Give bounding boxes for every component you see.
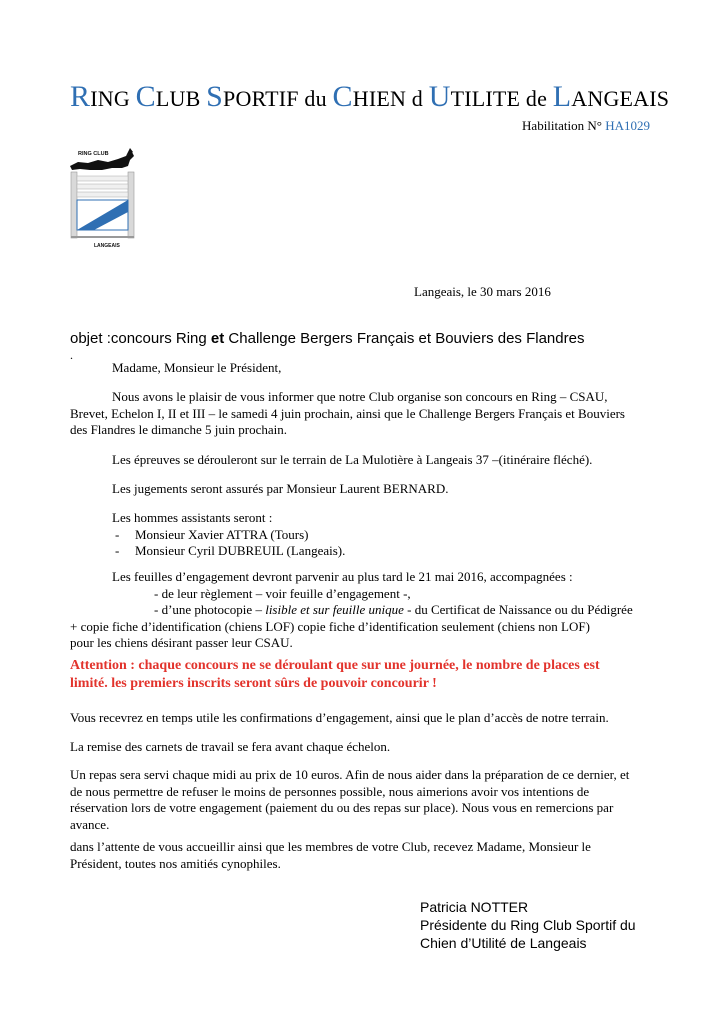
subject-bold: et [210,330,225,347]
title-word: ANGEAIS [571,86,670,111]
logo-bottom-text: LANGEAIS [94,243,120,249]
paragraph-line: avance. [70,816,110,832]
title-word: LUB [155,86,207,111]
warning-line: Attention : chaque concours ne se déroulant que sur une journée, le nombre de places est [70,658,600,673]
paragraph-line: Nous avons le plaisir de vous informer que notre Club organise son concours en Ring – CSAU, [112,389,608,404]
paragraph-judge: Les jugements seront assurés par Monsieur Laurent BERNARD. [112,481,449,496]
title-word: TILITE de [450,86,553,111]
title-initial: L [552,80,572,113]
paragraph-meal [70,767,629,833]
letter-subject [70,330,584,347]
paragraph-line: + copie fiche d’identification (chiens LOF) copie fiche d’identification seulement (chiens non LOF) [70,618,590,634]
title-word: PORTIF du [223,86,333,111]
logo-top-text: RING CLUB [78,151,109,157]
paragraph-workbooks: La remise des carnets de travail se fera avant chaque échelon. [70,739,391,754]
paragraph-confirmations: Vous recevrez en temps utile les confirmations d’engagement, ainsi que le plan d’accès de notre terrain. [70,710,609,725]
list-item-text: Monsieur Cyril DUBREUIL (Langeais). [135,543,346,558]
list-dash: - [115,526,120,542]
attention-warning [70,657,600,693]
list-dash: - [115,543,120,558]
paragraph-announcement [70,389,625,439]
club-logo [68,146,140,250]
habilitation-label: Habilitation N° [522,118,602,133]
paragraph-line: dans l’attente de vous accueillir ainsi que les membres de votre Club, recevez Madame, Monsieur le [70,839,591,854]
title-initial: C [332,80,353,113]
paragraph-line: Les feuilles d’engagement devront parvenir au plus tard le 21 mai 2016, accompagnées : [112,569,573,584]
paragraph-line: Brevet, Echelon I, II et III – le samedi 4 juin prochain, ainsi que le Challenge Bergers Français et Bouviers [70,405,625,421]
line-part-italic: lisible et sur feuille unique [265,602,404,617]
stray-dot: . [70,348,73,362]
line-part: - du Certificat de Naissance ou du Pédigrée [403,602,633,617]
title-word: HIEN d [352,86,429,111]
paragraph-line [70,602,633,619]
helpers-intro: Les hommes assistants seront : [112,510,273,525]
list-item [70,543,345,560]
habilitation-line [470,118,650,134]
paragraph-line: pour les chiens désirant passer leur CSAU. [70,635,293,650]
signature-role: Chien d’Utilité de Langeais [420,935,587,951]
habilitation-code: HA1029 [605,118,650,133]
subject-suffix: Challenge Bergers Français et Bouviers des Flandres [224,330,585,347]
salutation: Madame, Monsieur le Président, [112,360,282,375]
paragraph-line: réservation lors de votre engagement (paiement du ou des repas sur place). Nous vous en remercions par [70,800,614,815]
list-item-text: Monsieur Xavier ATTRA (Tours) [135,526,309,542]
paragraph-line: des Flandres le dimanche 5 juin prochain. [70,422,287,437]
club-logo-graphic [68,146,140,250]
letter-date: Langeais, le 30 mars 2016 [414,284,551,299]
title-initial: C [135,80,156,113]
title-initial: U [428,80,451,113]
list-item [70,527,345,544]
signature-role: Présidente du Ring Club Sportif du [420,917,636,933]
paragraph-line: Un repas sera servi chaque midi au prix de 10 euros. Afin de nous aider dans la préparation de ce dernier, et [70,767,630,782]
title-word: ING [90,86,136,111]
paragraph-line: de nous permettre de refuser le moins de personnes possible, nous aimerions avoir vos intentions de [70,783,590,799]
warning-line: limité. les premiers inscrits seront sûrs de pouvoir concourir ! [70,676,437,691]
title-initial: R [70,80,91,113]
paragraph-line: - de leur règlement – voir feuille d’engagement -, [154,585,411,601]
paragraph-registration [70,569,633,652]
paragraph-closing [70,839,591,872]
paragraph-location: Les épreuves se dérouleront sur le terrain de La Mulotière à Langeais 37 –(itinéraire fléché). [112,452,593,467]
paragraph-helpers [112,510,345,560]
signature-name: Patricia NOTTER [420,899,529,915]
club-title [70,80,670,114]
subject-prefix: objet :concours Ring [70,330,211,347]
paragraph-line: Président, toutes nos amitiés cynophiles. [70,855,281,871]
title-initial: S [206,80,224,113]
line-part: - d’une photocopie – [154,602,266,617]
signature-block [420,898,636,952]
